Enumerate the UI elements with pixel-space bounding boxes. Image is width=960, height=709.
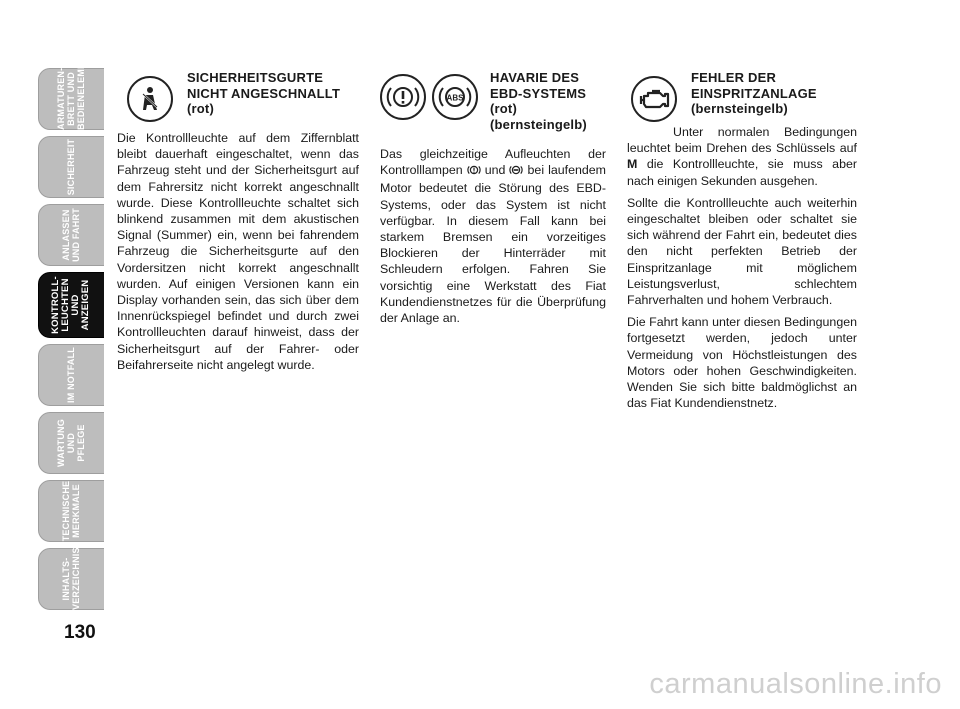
seatbelt-title: SICHERHEITSGURTE NICHT ANGESCHNALLT (rot) (187, 70, 341, 116)
engine-para1-a: Unter normalen Bedingungen leuchtet beim Drehen des Schlüssels auf (627, 125, 857, 156)
tab-label: KONTROLL- LEUCHTEN UND ANZEIGEN (50, 276, 91, 334)
tab-armaturenbrett[interactable] (38, 44, 104, 130)
ebd-title: HAVARIE DES EBD-SYSTEMS (rot) (bernsteingelb) (490, 70, 587, 132)
engine-key-position: M (627, 157, 638, 172)
tab-label: ANLASSEN UND FAHRT (61, 208, 81, 262)
brake-warning-inline-icon (467, 164, 481, 180)
tab-label: SICHERHEIT (66, 138, 76, 196)
tab-label: WARTUNG UND PFLEGE (56, 419, 86, 467)
tab-anlassen[interactable] (38, 204, 104, 266)
tab-label: ARMATUREN- BRETT UND BEDIENELEMENTE (56, 44, 86, 130)
tab-label: IM NOTFALL (66, 347, 76, 403)
section-seatbelt (117, 70, 359, 379)
tab-kontrollleuchten[interactable] (38, 272, 104, 338)
engine-icon (631, 76, 677, 122)
seatbelt-text: Die Kontrollleuchte auf dem Ziffernblatt bleibt dauerhaft eingeschaltet, wenn das Fahrzeug steht und der Sicherheitsgurt auf dem Fahrersitz nicht korrekt angeschnallt wurde. Diese Kontrollleuchte schaltet sich blinkend zusammen mit dem akustischen Signal (Summer) ein, wenn bei fahrendem Fahrzeug die Sicherheitsgurte auf den Vordersitzen nicht korrekt angeschnallt wurden. Auf einigen Versionen kann ein Display vorhanden sein, das sich über dem Innenrückspiegel befindet und durch zwei Kontrollleuchten darauf hinweist, dass der Sicherheitsgurt auf der Fahrer- oder Beifahrerseite nicht angelegt wurde. (117, 131, 359, 372)
tab-label: TECHNISCHE MERKMALE (61, 480, 81, 542)
engine-para1 (627, 124, 857, 189)
ebd-text-part1: Das gleichzeitige Aufleuchten der Kontrolllampen (380, 147, 606, 178)
page-number: 130 (64, 622, 96, 643)
ebd-text (380, 146, 606, 326)
tab-im-notfall[interactable] (38, 344, 104, 406)
brake-warning-icon (380, 74, 426, 120)
abs-icon (432, 74, 478, 120)
engine-para1-b: die Kontrollleuchte, sie muss aber nach einigen Sekunden ausgehen. (627, 157, 857, 188)
ebd-text-and: und (484, 163, 506, 178)
engine-title: FEHLER DER EINSPRITZANLAGE (bernsteingelb) (691, 70, 817, 116)
tab-sicherheit[interactable] (38, 136, 104, 198)
abs-icon-label: ABS (446, 93, 464, 103)
engine-para3: Die Fahrt kann unter diesen Bedingungen fortgesetzt werden, jedoch unter Vermeidung von Höchstleistungen des Motors oder hohen Geschwindigkeiten. Wenden Sie sich bitte baldmöglichst an das Fiat Kundendienstnetz. (627, 315, 857, 411)
tab-inhaltsverzeichnis[interactable] (38, 548, 104, 610)
engine-para2: Sollte die Kontrollleuchte auch weiterhin eingeschaltet bleiben oder schaltet sie sich während der Fahrt ein, bedeutet dies den nicht perfekten Betrieb der Einspritzanlage mit möglichem Leistungsverlust, schlechtem Fahrverhalten und hohem Verbrauch. (627, 195, 857, 308)
tab-technische-merkmale[interactable] (38, 480, 104, 542)
watermark: carmanualsonline.info (649, 668, 942, 700)
seatbelt-icon (127, 76, 173, 122)
tab-wartung[interactable] (38, 412, 104, 474)
section-ebd (380, 70, 606, 332)
abs-inline-icon (509, 164, 523, 180)
ebd-text-part2: bei laufendem Motor bedeutet die Störung des EBD-Systems, oder das System ist nicht verfügbar. In diesem Fall kann bei starkem Bremsen ein vorzeitiges Blockieren der Hinterräder mit Schleudern erfolgen. Fahren Sie vorsichtig eine Werkstatt des Fiat Kundendienstnetzes für die Überprüfung der Anlage an. (380, 163, 606, 326)
section-engine (627, 70, 857, 417)
tab-label: INHALTS- VERZEICHNIS (61, 547, 81, 610)
